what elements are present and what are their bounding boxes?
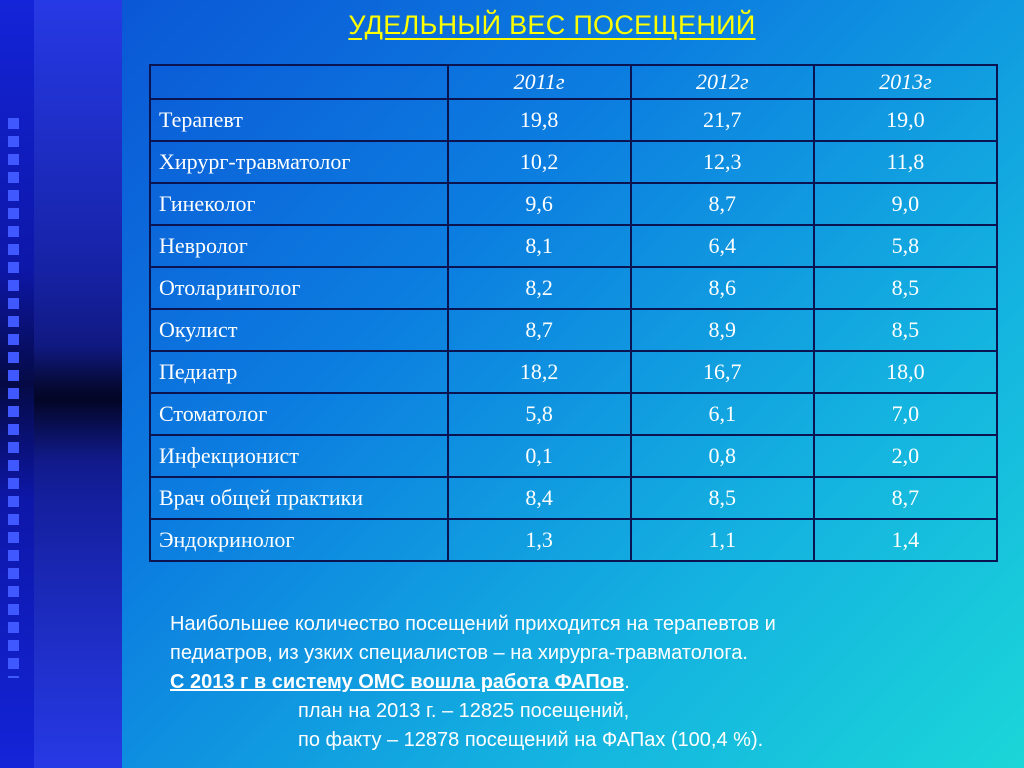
table-row: [150, 309, 997, 351]
table-row: [150, 393, 997, 435]
header-cell-2011: 2011г: [448, 65, 631, 99]
strip-glow: [34, 0, 122, 768]
cell-2012: 21,7: [631, 99, 814, 141]
cell-2011: 8,4: [448, 477, 631, 519]
decorative-left-strip: [0, 0, 122, 768]
row-label: Хирург-травматолог: [150, 141, 448, 183]
header-cell-empty: [150, 65, 448, 99]
row-label: Стоматолог: [150, 393, 448, 435]
cell-2012: 0,8: [631, 435, 814, 477]
cell-2012: 1,1: [631, 519, 814, 561]
cell-2011: 8,7: [448, 309, 631, 351]
header-cell-2012: 2012г: [631, 65, 814, 99]
cell-2011: 8,2: [448, 267, 631, 309]
table-row: [150, 477, 997, 519]
cell-2013: 8,5: [814, 309, 997, 351]
note-line-4: план на 2013 г. – 12825 посещений,: [298, 700, 630, 722]
cell-2011: 1,3: [448, 519, 631, 561]
cell-2012: 8,5: [631, 477, 814, 519]
table-row: [150, 351, 997, 393]
row-label: Терапевт: [150, 99, 448, 141]
cell-2012: 8,7: [631, 183, 814, 225]
cell-2012: 12,3: [631, 141, 814, 183]
cell-2013: 8,7: [814, 477, 997, 519]
cell-2011: 19,8: [448, 99, 631, 141]
note-line-3-end: .: [624, 671, 630, 693]
summary-note: [170, 610, 950, 755]
note-line-1: Наибольшее количество посещений приходится на терапевтов и: [170, 613, 776, 635]
row-label: Окулист: [150, 309, 448, 351]
row-label: Гинеколог: [150, 183, 448, 225]
cell-2013: 1,4: [814, 519, 997, 561]
cell-2013: 5,8: [814, 225, 997, 267]
row-label: Эндокринолог: [150, 519, 448, 561]
cell-2011: 8,1: [448, 225, 631, 267]
row-label: Инфекционист: [150, 435, 448, 477]
cell-2013: 2,0: [814, 435, 997, 477]
row-label: Отоларинголог: [150, 267, 448, 309]
decorative-dots: [8, 118, 24, 678]
note-line-3-bold: С 2013 г в систему ОМС вошла работа ФАПов: [170, 671, 625, 693]
slide: [122, 0, 1024, 768]
table-row: [150, 519, 997, 561]
header-cell-2013: 2013г: [814, 65, 997, 99]
note-line-5: по факту – 12878 посещений на ФАПах (100,4 %).: [298, 729, 764, 751]
note-line-2: педиатров, из узких специалистов – на хирурга-травматолога.: [170, 642, 748, 664]
table-row: [150, 99, 997, 141]
cell-2013: 18,0: [814, 351, 997, 393]
cell-2011: 5,8: [448, 393, 631, 435]
cell-2012: 6,1: [631, 393, 814, 435]
cell-2013: 7,0: [814, 393, 997, 435]
table-header-row: [150, 65, 997, 99]
table-body: [150, 99, 997, 561]
cell-2012: 8,6: [631, 267, 814, 309]
cell-2011: 18,2: [448, 351, 631, 393]
table-row: [150, 267, 997, 309]
row-label: Невролог: [150, 225, 448, 267]
cell-2011: 10,2: [448, 141, 631, 183]
visits-table: [149, 64, 998, 562]
table-row: [150, 225, 997, 267]
cell-2012: 8,9: [631, 309, 814, 351]
cell-2013: 9,0: [814, 183, 997, 225]
cell-2011: 9,6: [448, 183, 631, 225]
cell-2012: 6,4: [631, 225, 814, 267]
row-label: Педиатр: [150, 351, 448, 393]
cell-2013: 8,5: [814, 267, 997, 309]
table-row: [150, 141, 997, 183]
cell-2013: 11,8: [814, 141, 997, 183]
cell-2013: 19,0: [814, 99, 997, 141]
table-row: [150, 183, 997, 225]
row-label: Врач общей практики: [150, 477, 448, 519]
cell-2011: 0,1: [448, 435, 631, 477]
slide-title: УДЕЛЬНЫЙ ВЕС ПОСЕЩЕНИЙ: [348, 10, 756, 40]
table-row: [150, 435, 997, 477]
cell-2012: 16,7: [631, 351, 814, 393]
